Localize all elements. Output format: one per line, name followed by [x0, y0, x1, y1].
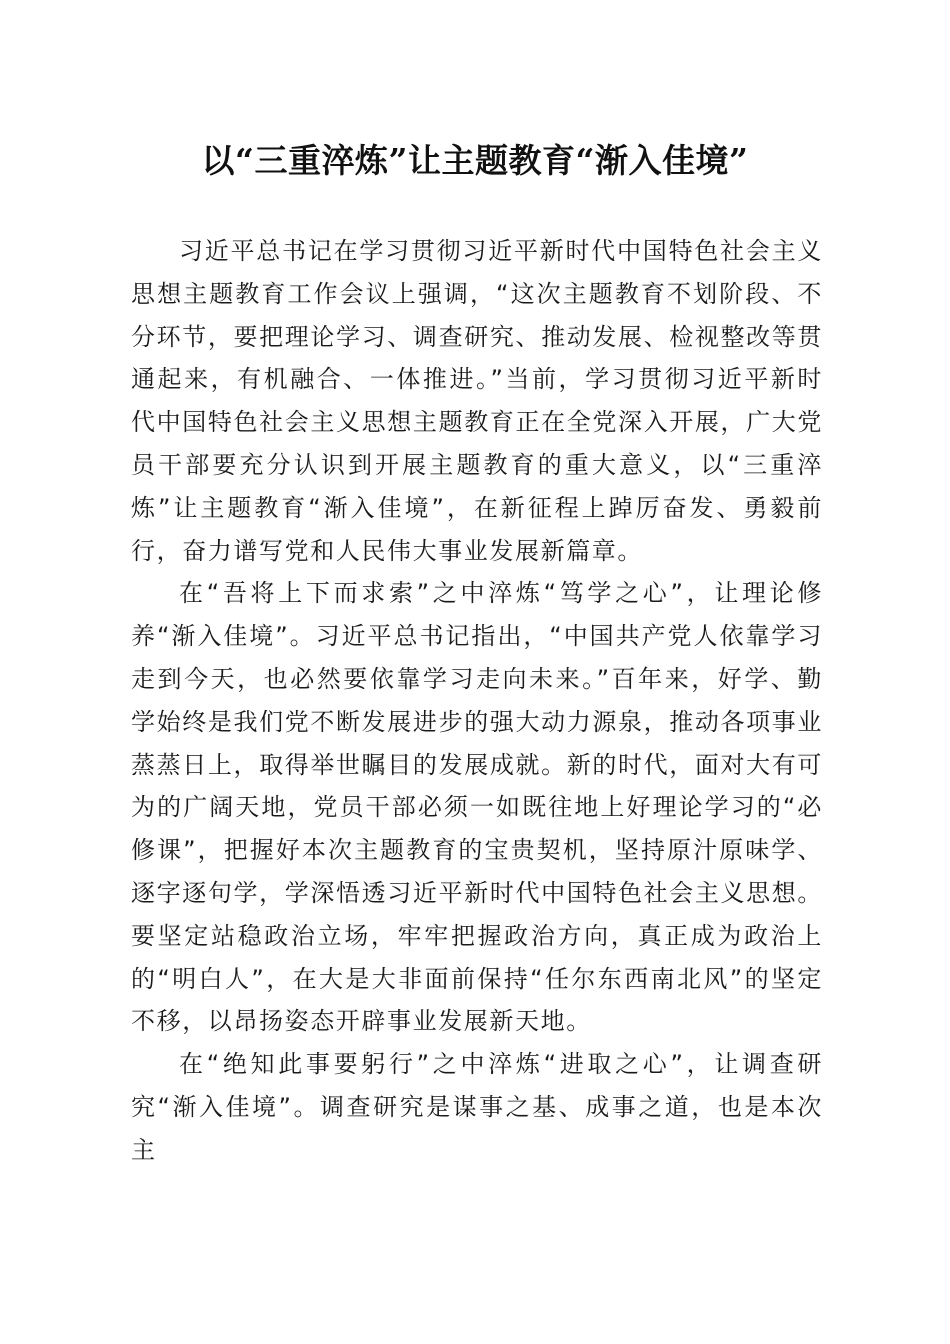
paragraph-study: 在“吾将上下而求索”之中淬炼“笃学之心”，让理论修养“渐入佳境”。习近平总书记指出，“中国共产党人依靠学习走到今天，也必然要依靠学习走向未来。”百年来，好学、勤学始终是我们党不断发展进步的强大动力源泉，推动各项事业蒸蒸日上，取得举世瞩目的发展成就。新的时代，面对大有可为的广阔天地，党员干部必须一如既往地上好理论学习的“必修课”，把握好本次主题教育的宝贵契机，坚持原汁原味学、逐字逐句学，学深悟透习近平新时代中国特色社会主义思想。要坚定站稳政治立场，牢牢把握政治方向，真正成为政治上的“明白人”，在大是大非面前保持“任尔东西南北风”的坚定不移，以昂扬姿态开辟事业发展新天地。 — [131, 579, 823, 1036]
paragraph-research: 在“绝知此事要躬行”之中淬炼“进取之心”，让调查研究“渐入佳境”。调查研究是谋事之基、成事之道，也是本次主 — [131, 1050, 823, 1164]
paragraph-intro: 习近平总书记在学习贯彻习近平新时代中国特色社会主义思想主题教育工作会议上强调，“这次主题教育不划阶段、不分环节，要把理论学习、调查研究、推动发展、检视整改等贯通起来，有机融合、一体推进。”当前，学习贯彻习近平新时代中国特色社会主义思想主题教育正在全党深入开展，广大党员干部要充分认识到开展主题教育的重大意义，以“三重淬炼”让主题教育“渐入佳境”，在新征程上踔厉奋发、勇毅前行，奋力谱写党和人民伟大事业发展新篇章。 — [131, 237, 823, 565]
document-body — [131, 230, 823, 1172]
document-title: 以“三重淬炼”让主题教育“渐入佳境” — [201, 141, 749, 180]
